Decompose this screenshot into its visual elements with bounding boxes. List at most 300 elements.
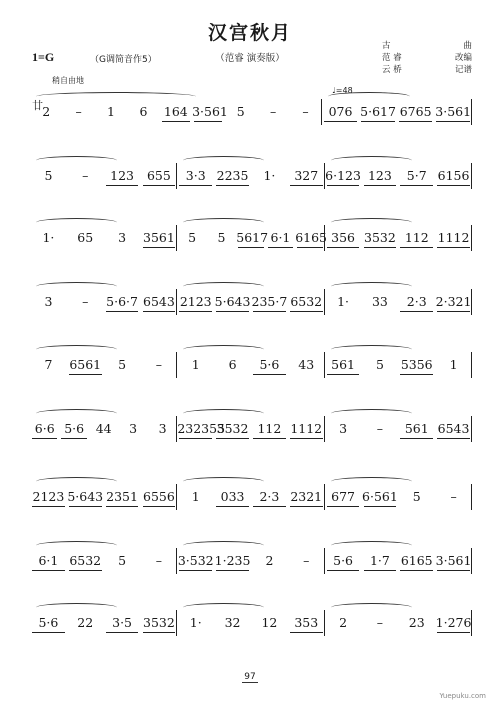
note-text: 2235 [216,168,249,183]
note-group [362,486,399,508]
note-group [362,227,399,249]
slur-mark [331,541,412,550]
row-cells [30,354,472,378]
beam-line [436,121,470,122]
beam-line [106,632,139,633]
note-text: 6156 [437,168,470,183]
note-group [435,486,472,508]
note-text: 6·561 [362,489,398,504]
note-text: 5·643 [67,489,104,504]
beam-line [179,185,212,186]
slur-mark [36,345,117,354]
slur-mark [36,409,117,418]
note-text: 561 [331,357,355,372]
note-text: 44 [95,421,112,436]
note-text: 6·1 [270,230,291,245]
note-text: 2 [42,104,51,119]
slur-mark [183,282,264,291]
beam-line [290,311,323,312]
barline [471,484,472,510]
note-text: 5 [118,553,127,568]
beam-line [194,121,222,122]
row-cells [30,165,472,189]
barline [176,610,177,636]
score-row [30,477,472,511]
note-group [141,486,178,508]
slur-mark [36,92,196,101]
note-text: 5356 [400,357,433,372]
note-group [214,291,251,313]
note-text: 43 [298,357,315,372]
credits-block [382,40,472,76]
note-group [104,354,141,376]
note-group [359,101,397,123]
note-text: 6532 [290,294,323,309]
note-group [30,291,67,313]
note-group [362,165,399,187]
note-text: 32 [224,615,241,630]
barline [471,416,472,442]
note-text: 6·123 [325,168,361,183]
note-group [362,612,399,634]
page-title: 汉宫秋月 [207,22,292,44]
note-group [288,291,325,313]
beam-line [364,247,397,248]
note-group [266,227,295,249]
slur-mark [331,282,412,291]
beam-line [216,185,249,186]
beam-line [253,374,286,375]
key-note: （G调简音作5） [90,55,157,65]
beam-line [238,247,263,248]
slur-mark [331,156,412,165]
note-group [30,101,62,123]
page-subtitle: （范睿 演奏版） [215,53,285,64]
beam-line [327,506,360,507]
note-group [398,418,435,440]
note-text: 2·321 [435,294,472,309]
slur-mark [183,345,264,354]
note-text: 6561 [69,357,102,372]
note-text: 6·1 [38,553,59,568]
beam-line [437,438,470,439]
note-group [177,354,214,376]
note-group [30,227,67,249]
beam-line [69,506,102,507]
note-text: 65 [77,230,94,245]
score-row [30,92,472,126]
note-text: 6 [139,104,148,119]
beam-line [364,506,397,507]
note-text: 3 [129,421,138,436]
key-signature: 1=G [32,50,55,64]
note-group [177,418,226,440]
note-group [67,227,104,249]
note-group [224,101,256,123]
note-group [214,165,251,187]
note-text: 5 [412,489,421,504]
note-text: 112 [404,230,429,245]
note-text: 2123 [32,489,65,504]
credit-name: 古 [382,41,391,51]
note-text: 2·3 [406,294,427,309]
barline [324,225,325,251]
note-text: 6765 [399,104,432,119]
note-group [398,612,435,634]
note-group [398,165,435,187]
note-text: 6·6 [34,421,55,436]
beam-line [400,185,433,186]
beam-line [32,570,65,571]
note-text: 1· [189,615,202,630]
barline [176,163,177,189]
note-text: – [450,489,457,504]
slur-mark [36,218,117,227]
beam-line [106,185,139,186]
note-group [95,101,127,123]
beam-line [253,506,286,507]
note-text: 6165 [400,553,433,568]
note-group [214,418,251,440]
beam-line [268,247,293,248]
barline [471,225,472,251]
note-group [251,486,288,508]
note-group [397,101,435,123]
note-text: 3·532 [177,553,214,568]
note-text: 6543 [437,421,470,436]
note-text: – [302,104,309,119]
note-text: 5 [236,104,245,119]
note-group [398,354,435,376]
beam-line [143,185,176,186]
note-text: 1112 [290,421,323,436]
tempo-text: 稍自由地 [52,76,84,85]
score-row [30,282,472,316]
note-text: 1 [449,357,458,372]
note-text: – [303,553,310,568]
note-group [104,612,141,634]
row-cells [30,101,472,125]
note-group [177,612,214,634]
note-group [177,550,214,572]
note-group [288,486,325,508]
beam-line [290,438,323,439]
beam-line [253,311,286,312]
beam-line [327,374,360,375]
note-group [398,550,435,572]
note-text: 5 [375,357,384,372]
beam-line [32,506,65,507]
note-text: 5·6·7 [106,294,138,309]
barline [471,352,472,378]
note-group [30,486,67,508]
barline [471,163,472,189]
beam-line [297,247,322,248]
note-text: – [82,294,89,309]
score-row [30,603,472,637]
note-group [251,165,288,187]
note-group [251,612,288,634]
note-text: 112 [257,421,282,436]
credit-composer [382,40,472,52]
note-group [160,101,192,123]
note-text: 22 [77,615,94,630]
note-text: 3·561 [435,553,472,568]
note-text: 3·561 [192,104,228,119]
barline [324,484,325,510]
note-group [288,354,325,376]
barline [324,548,325,574]
note-group [62,101,94,123]
note-group [325,418,362,440]
note-text: 655 [146,168,171,183]
beam-line [290,506,323,507]
note-text: 3·561 [435,104,472,119]
slur-mark [183,477,264,486]
note-group [325,486,362,508]
slur-mark [36,282,117,291]
score-row [30,156,472,190]
barline [324,416,325,442]
note-group [289,101,321,123]
note-group [435,291,472,313]
note-text: 5·6 [259,357,280,372]
beam-line [61,438,86,439]
beam-line [143,311,176,312]
note-text: 1·7 [369,553,390,568]
beam-line [290,632,323,633]
beam-line [400,247,433,248]
beam-line [437,311,470,312]
note-text: 5 [217,230,226,245]
note-text: 076 [328,104,353,119]
note-text: 3561 [143,230,175,245]
note-group [214,354,251,376]
score-row [30,345,472,379]
note-text: 12 [261,615,278,630]
note-text: 6556 [143,489,175,504]
note-group [362,550,399,572]
beam-line [32,438,57,439]
note-text: 33 [371,294,388,309]
note-group [30,418,59,440]
barline [176,548,177,574]
note-group [67,486,104,508]
beam-line [143,506,176,507]
tempo-mark: ♩=48 [332,86,353,95]
note-group [59,418,88,440]
note-text: 5·6 [38,615,59,630]
note-group [288,612,325,634]
credit-role: 记谱 [454,65,472,75]
note-text: 561 [404,421,429,436]
note-group [89,418,118,440]
beam-line [143,247,176,248]
row-cells [30,486,472,510]
score-row [30,218,472,252]
barline [471,610,472,636]
credit-arranger [382,52,472,64]
note-text: 3 [339,421,348,436]
note-text: 3·5 [112,615,133,630]
beam-line [364,570,397,571]
note-group [118,418,147,440]
beam-line [290,185,323,186]
beam-line [216,311,249,312]
note-group [30,354,67,376]
beam-line [106,311,139,312]
note-group [177,165,214,187]
note-group [207,227,236,249]
note-group [67,291,104,313]
note-group [177,486,214,508]
row-cells [30,550,472,574]
barline [471,548,472,574]
slur-mark [36,156,117,165]
note-group [325,550,362,572]
note-text: 123 [110,168,134,183]
note-text: 232355 [177,421,226,436]
note-text: 5617 [236,230,269,245]
beam-line [364,185,397,186]
note-text: 1112 [437,230,470,245]
note-text: 1· [337,294,350,309]
note-text: 5·7 [406,168,427,183]
barline [176,484,177,510]
beam-line [437,632,470,633]
note-group [257,101,289,123]
note-group [434,101,472,123]
note-text: 1·235 [214,553,251,568]
note-text: 6543 [143,294,175,309]
note-group [104,227,141,249]
note-group [288,550,325,572]
note-text: 3532 [216,421,249,436]
barline [176,289,177,315]
note-text: 5·6 [333,553,354,568]
note-text: 23 [408,615,425,630]
note-text: 2·3 [259,489,280,504]
note-group [141,227,178,249]
note-text: 5 [118,357,127,372]
note-group [141,165,178,187]
note-group [214,612,251,634]
note-group [177,291,214,313]
slur-mark [331,409,412,418]
note-group [325,612,362,634]
beam-line [179,438,212,439]
barline [176,225,177,251]
note-text: 5 [44,168,53,183]
note-group [67,612,104,634]
note-group [398,291,435,313]
note-group [141,354,178,376]
note-group [435,550,472,572]
slur-mark [183,409,264,418]
barline [324,289,325,315]
score-row [30,409,472,443]
note-text: 5 [188,230,197,245]
note-text: 6532 [69,553,102,568]
slur-mark [331,345,412,354]
beam-line [400,570,433,571]
slur-mark [36,541,117,550]
page-number: 97 [244,672,256,682]
note-text: 5·6 [64,421,85,436]
note-text: 6165 [295,230,327,245]
note-text: 3 [118,230,127,245]
beam-line [216,438,249,439]
intro-marking: 廿 [32,99,43,112]
note-text: 235·7 [251,294,288,309]
beam-line [253,438,286,439]
slur-mark [183,156,264,165]
note-group [104,165,141,187]
beam-line [437,247,470,248]
note-group [435,418,472,440]
note-text: 353 [294,615,319,630]
note-group [398,486,435,508]
note-group [251,418,288,440]
note-group [295,227,327,249]
note-text: 2 [265,553,274,568]
note-text: 3532 [364,230,396,245]
note-group [325,165,362,187]
slur-mark [331,603,412,612]
row-cells [30,291,472,315]
note-group [148,418,177,440]
barline [324,163,325,189]
beam-line [69,374,102,375]
slur-mark [36,477,117,486]
credit-role: 改编 [454,53,472,63]
beam-line [327,247,360,248]
note-group [251,550,288,572]
note-group [362,354,399,376]
beam-line [162,121,190,122]
beam-line [216,506,249,507]
note-group [435,354,472,376]
beam-line [399,121,433,122]
note-group [104,486,141,508]
note-text: 123 [367,168,392,183]
note-group [30,550,67,572]
note-text: 1 [107,104,115,119]
beam-line [327,570,360,571]
note-text: 327 [294,168,319,183]
note-text: 677 [331,489,355,504]
note-text: 3 [158,421,167,436]
credit-name: 范 睿 [382,53,402,63]
note-group [141,291,178,313]
barline [324,352,325,378]
beam-line [179,570,212,571]
barline [321,99,322,125]
note-text: 1 [191,357,200,372]
slur-mark [328,92,411,101]
beam-line [216,570,249,571]
credit-role: 曲 [463,41,472,51]
beam-line [400,374,433,375]
watermark: Yuepuku.com [439,692,486,700]
note-group [104,550,141,572]
slur-mark [183,218,264,227]
note-group [325,291,362,313]
note-text: 1 [191,489,200,504]
slur-mark [331,218,412,227]
note-text: 033 [220,489,245,504]
note-text: 1· [42,230,55,245]
